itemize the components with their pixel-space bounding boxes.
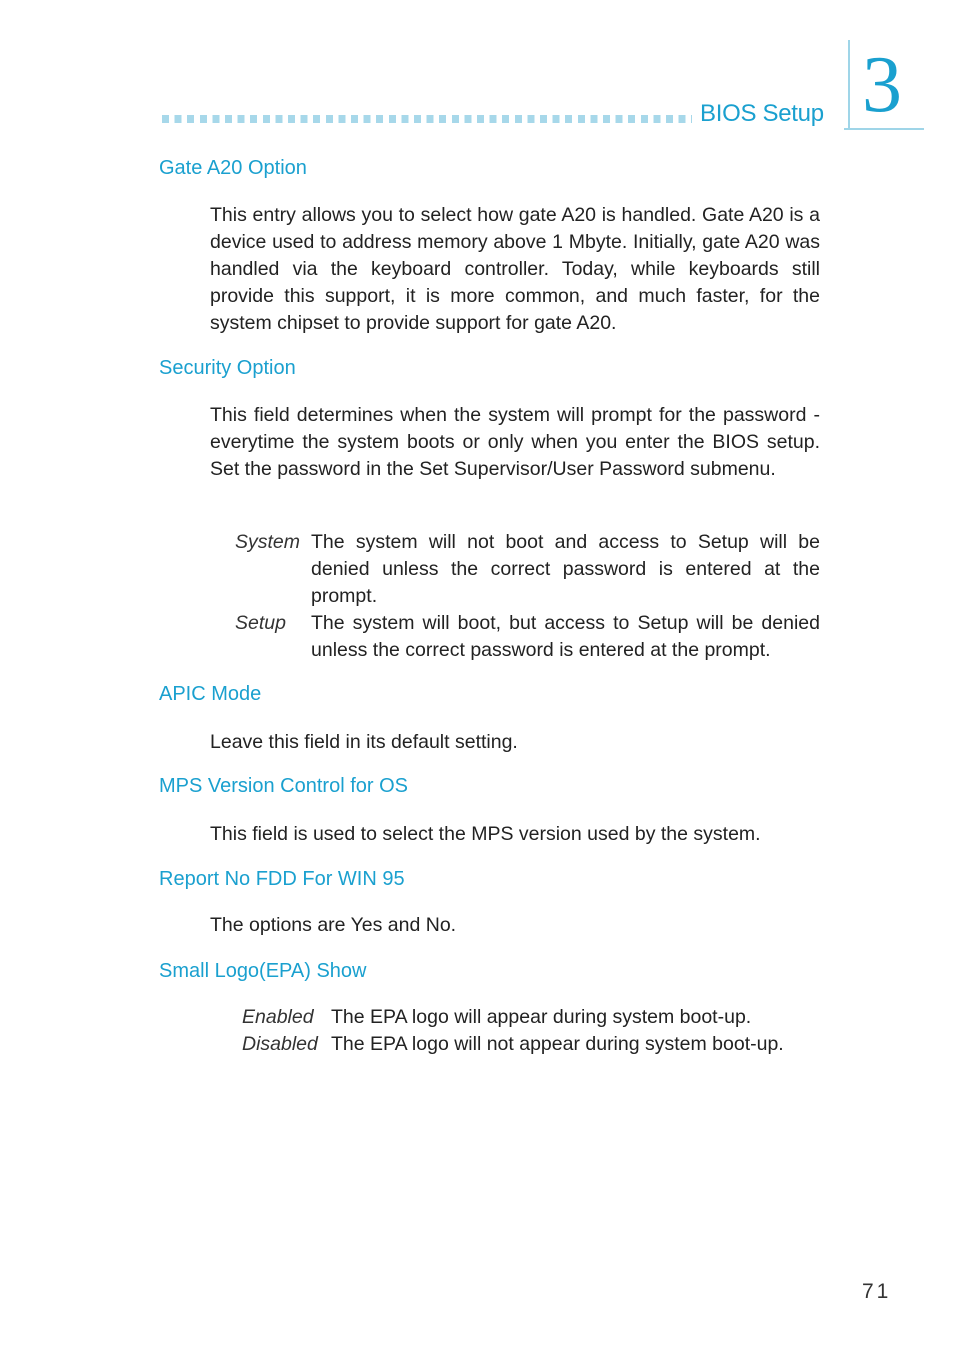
section-body-mps-version: This field is used to select the MPS version used by the system. [210,823,761,845]
option-term-enabled: Enabled [242,1006,314,1028]
section-body-report-no-fdd: The options are Yes and No. [210,914,457,936]
header-dotted-rule [162,115,692,123]
option-term-disabled: Disabled [242,1033,318,1055]
option-desc-system: The system will not boot and access to Setup will be denied unless the correct password is entered at the prompt. [311,531,820,607]
section-heading-report-no-fdd: Report No FDD For WIN 95 [159,868,405,890]
option-desc-setup: The system will boot, but access to Setup will be denied unless the correct password is entered at the prompt. [311,612,820,661]
section-heading-apic-mode: APIC Mode [159,683,262,705]
page-number: 71 [862,1280,892,1303]
option-term-system: System [235,531,301,553]
option-desc-disabled: The EPA logo will not appear during system boot-up. [331,1033,784,1055]
section-heading-security-option: Security Option [159,357,296,379]
section-heading-gate-a20: Gate A20 Option [159,157,307,179]
section-heading-small-logo: Small Logo(EPA) Show [159,960,367,982]
option-term-setup: Setup [235,612,286,634]
section-body-gate-a20: This entry allows you to select how gate A20 is handled. Gate A20 is a device used to address memory above 1 Mbyte. Initially, gate A20 was handled via the keyboard controller. Today, while keyboards still provide this support, it is more common, and much faster, for the system chipset to provide support for gate A20. [210,204,820,334]
section-heading-mps-version: MPS Version Control for OS [159,775,408,797]
chapter-number: 3 [862,41,902,129]
header-title: BIOS Setup [700,100,824,127]
chapter-tab-vertical-rule [848,40,850,130]
section-body-security-option: This field determines when the system will prompt for the password - everytime the system boots or only when you enter the BIOS setup. Set the password in the Set Supervisor/User Password submenu. [210,404,820,480]
option-desc-enabled: The EPA logo will appear during system boot-up. [331,1006,752,1028]
section-body-apic-mode: Leave this field in its default setting. [210,731,518,753]
